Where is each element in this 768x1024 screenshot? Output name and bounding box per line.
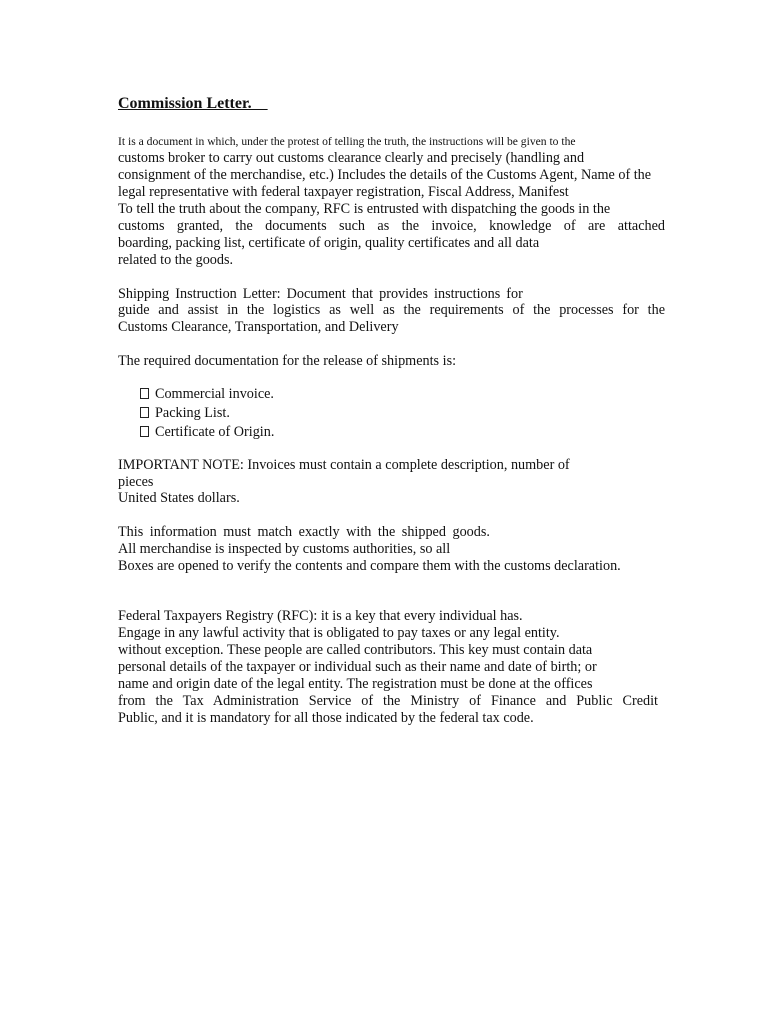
commission-line-5: To tell the truth about the company, RFC is entrusted with dispatching the goods in the — [118, 201, 611, 217]
rfc-line-5: name and origin date of the legal entity. The registration must be done at the offices — [118, 676, 593, 692]
required-item-label: Commercial invoice. — [155, 386, 274, 402]
match-line-1: This information must match exactly with the shipped goods. — [118, 524, 490, 540]
required-item-invoice — [140, 386, 274, 403]
required-item-packing-list — [140, 405, 230, 422]
required-item-label: Packing List. — [155, 405, 230, 421]
document-title: Commission Letter. — [118, 95, 268, 112]
commission-line-7: boarding, packing list, certificate of origin, quality certificates and all data — [118, 235, 540, 251]
commission-line-1: It is a document in which, under the protest of telling the truth, the instructions will be given to the — [118, 135, 576, 148]
checkbox-bullet-icon — [140, 407, 149, 418]
important-note-line-1: IMPORTANT NOTE: Invoices must contain a complete description, number of — [118, 457, 570, 473]
important-note-line-3: United States dollars. — [118, 490, 240, 506]
shipping-line-2: guide and assist in the logistics as well as the requirements of the processes for the — [118, 302, 665, 318]
commission-line-6: customs granted, the documents such as the invoice, knowledge of are attached — [118, 218, 665, 234]
shipping-line-1: Shipping Instruction Letter: Document that provides instructions for — [118, 286, 523, 302]
rfc-line-4: personal details of the taxpayer or individual such as their name and date of birth; or — [118, 659, 597, 675]
commission-line-4: legal representative with federal taxpayer registration, Fiscal Address, Manifest — [118, 184, 569, 200]
match-line-2: All merchandise is inspected by customs authorities, so all — [118, 541, 451, 557]
rfc-line-3: without exception. These people are called contributors. This key must contain data — [118, 642, 593, 658]
commission-line-3: consignment of the merchandise, etc.) Includes the details of the Customs Agent, Name of the — [118, 167, 652, 183]
rfc-line-6: from the Tax Administration Service of the Ministry of Finance and Public Credit — [118, 693, 658, 709]
checkbox-bullet-icon — [140, 426, 149, 437]
rfc-line-7: Public, and it is mandatory for all those indicated by the federal tax code. — [118, 710, 534, 726]
required-item-certificate — [140, 424, 274, 441]
match-line-3: Boxes are opened to verify the contents and compare them with the customs declaration. — [118, 558, 621, 574]
important-note-line-2: pieces — [118, 474, 154, 490]
checkbox-bullet-icon — [140, 388, 149, 399]
commission-line-8: related to the goods. — [118, 252, 234, 268]
commission-line-2: customs broker to carry out customs clearance clearly and precisely (handling and — [118, 150, 585, 166]
rfc-line-2: Engage in any lawful activity that is obligated to pay taxes or any legal entity. — [118, 625, 560, 641]
shipping-line-3: Customs Clearance, Transportation, and Delivery — [118, 319, 399, 335]
required-intro: The required documentation for the release of shipments is: — [118, 353, 457, 369]
required-item-label: Certificate of Origin. — [155, 424, 275, 440]
rfc-line-1: Federal Taxpayers Registry (RFC): it is a key that every individual has. — [118, 608, 523, 624]
